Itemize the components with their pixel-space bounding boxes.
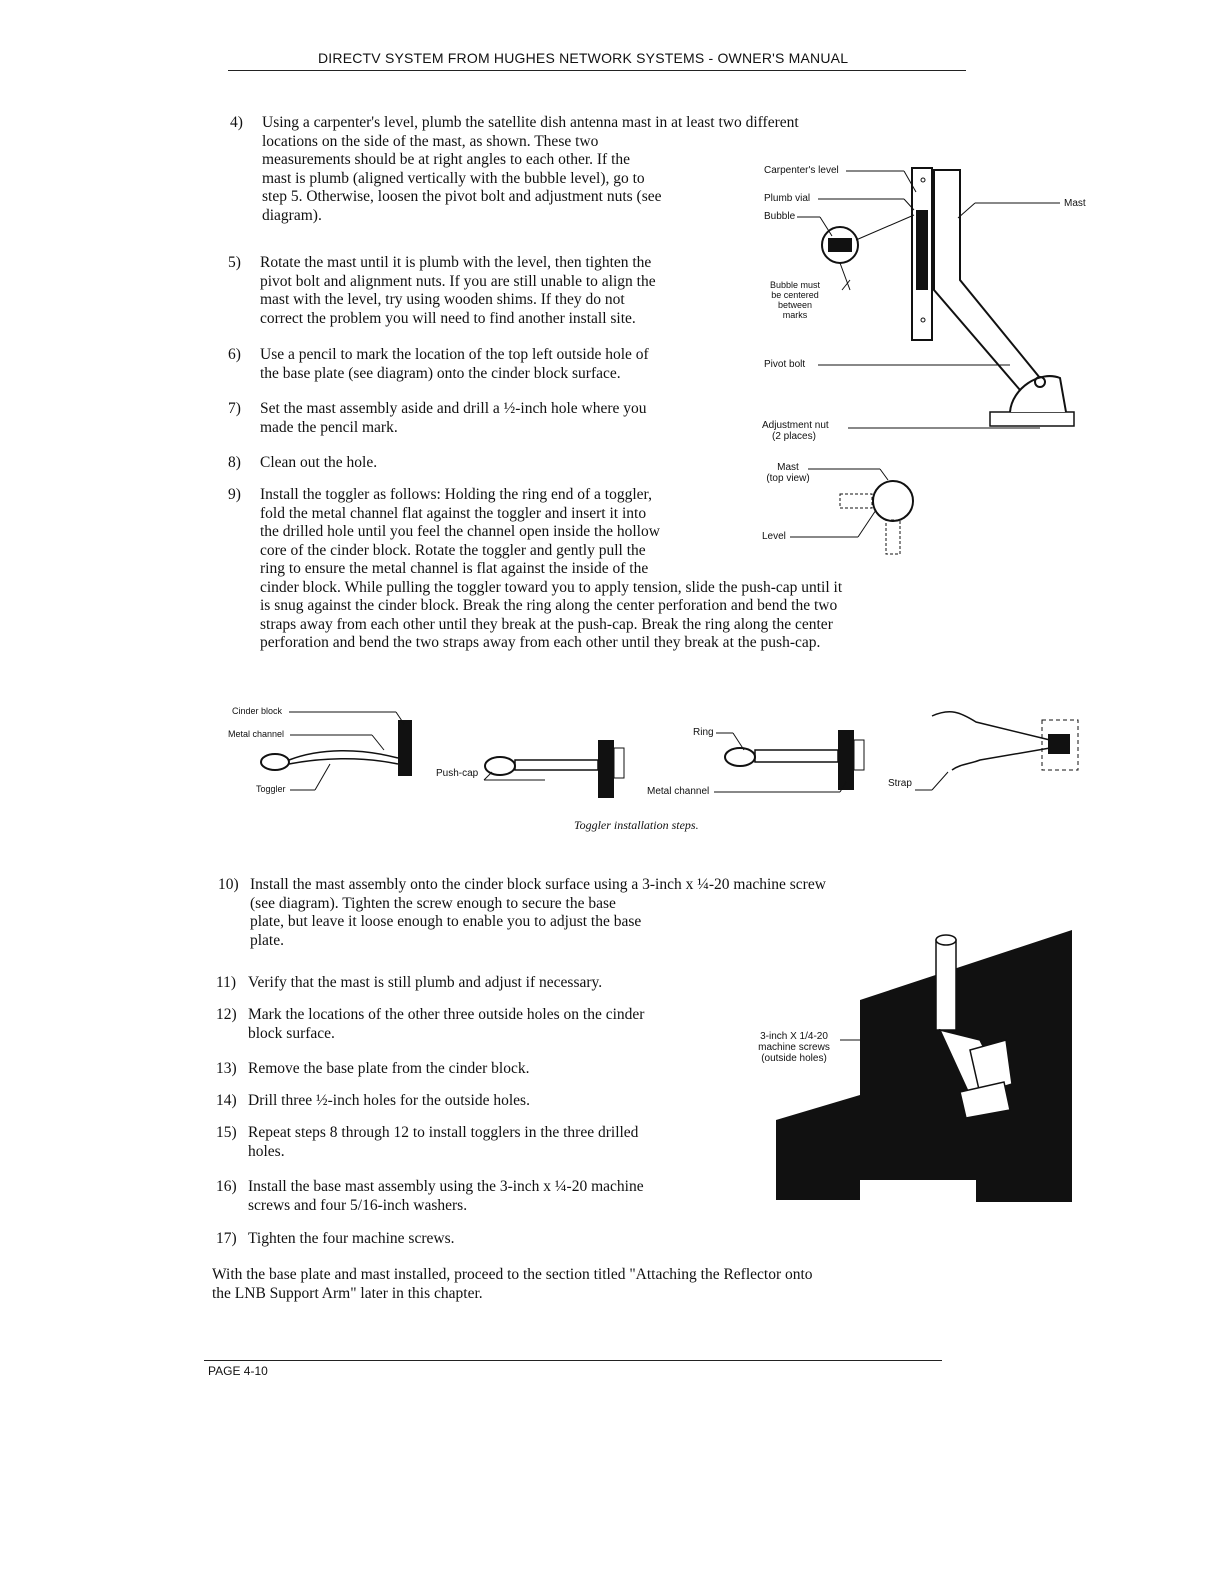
step-line: cinder block. While pulling the toggler toward you to apply tension, slide the push-cap until it: [260, 578, 843, 596]
label-line: Bubble must: [769, 280, 821, 290]
step-line: pivot bolt and alignment nuts. If you are still unable to align the: [260, 272, 656, 290]
label-line: Mast: [777, 462, 799, 473]
label-line: marks: [782, 310, 808, 320]
step-number: 8): [228, 454, 241, 471]
label-level: Level: [762, 531, 786, 542]
label-strap: Strap: [888, 778, 912, 789]
step-line: screws and four 5/16-inch washers.: [248, 1196, 468, 1214]
label-carpenters-level: Carpenter's level: [764, 165, 839, 176]
step-number: 5): [228, 254, 241, 271]
label-line: (2 places): [772, 431, 816, 442]
step-line: diagram).: [262, 206, 322, 224]
step-line: perforation and bend the two straps away from each other until they break at the push-cap.: [260, 634, 821, 651]
step-line: Verify that the mast is still plumb and adjust if necessary.: [248, 974, 603, 991]
step-line: is snug against the cinder block. Break the ring along the center perforation and bend the two: [260, 597, 838, 614]
step-line: straps away from each other until they break at the push-cap. Break the ring along the center: [260, 615, 833, 633]
label-mast: Mast: [1064, 198, 1086, 209]
step-line: correct the problem you will need to find another install site.: [260, 309, 636, 327]
step-line: core of the cinder block. Rotate the toggler and gently pull the: [260, 541, 646, 559]
step-number: 9): [228, 486, 241, 503]
label-line: (outside holes): [761, 1053, 827, 1064]
step-line: Clean out the hole.: [260, 454, 378, 471]
step-line: fold the metal channel flat against the toggler and insert it into: [260, 504, 647, 522]
step-number: 14): [216, 1092, 237, 1109]
label-push-cap: Push-cap: [436, 768, 479, 779]
closing-line: the LNB Support Arm" later in this chapter.: [212, 1284, 483, 1302]
step-line: plate.: [250, 931, 284, 949]
label-toggler: Toggler: [256, 784, 286, 794]
step-line: mast with the level, try using wooden shims. If they do not: [260, 291, 625, 308]
step-line: Install the toggler as follows: Holding the ring end of a toggler,: [260, 486, 652, 503]
step-line: the drilled hole until you feel the channel open inside the hollow: [260, 523, 660, 540]
step-line: ring to ensure the metal channel is flat against the inside of the: [260, 560, 649, 577]
label-line: Adjustment nut: [762, 420, 829, 431]
step-number: 16): [216, 1178, 237, 1195]
step-line: Set the mast assembly aside and drill a ½-inch hole where you: [260, 400, 647, 417]
label-plumb-vial: Plumb vial: [764, 193, 811, 204]
step-line: holes.: [248, 1142, 285, 1160]
label-line: 3-inch X 1/4-20: [760, 1031, 828, 1042]
step-line: Use a pencil to mark the location of the top left outside hole of: [260, 346, 649, 363]
label-line: be centered: [771, 290, 819, 300]
step-line: Rotate the mast until it is plumb with the level, then tighten the: [260, 254, 652, 271]
figure-caption: Toggler installation steps.: [574, 818, 699, 832]
label-line: machine screws: [758, 1042, 830, 1053]
step-line: Mark the locations of the other three outside holes on the cinder: [248, 1006, 645, 1023]
step-line: mast is plumb (aligned vertically with the bubble level), go to: [262, 169, 645, 187]
step-line: (see diagram). Tighten the screw enough to secure the base: [250, 894, 616, 912]
label-machine-screws: [750, 1031, 838, 1064]
label-line: between: [777, 300, 813, 310]
label-metal-channel: Metal channel: [228, 729, 285, 739]
page-number: PAGE 4-10: [208, 1364, 268, 1378]
step-line: Install the mast assembly onto the cinder block surface using a 3-inch x ¼-20 machine screw: [250, 876, 826, 893]
step-number: 11): [216, 974, 237, 991]
step-line: measurements should be at right angles to each other. If the: [262, 151, 631, 168]
closing-line: With the base plate and mast installed, proceed to the section titled "Attaching the Reflector onto: [212, 1266, 813, 1283]
step-line: block surface.: [248, 1024, 335, 1042]
label-line: (top view): [766, 473, 810, 484]
step-number: 6): [228, 346, 241, 363]
footer-rule: [204, 1360, 942, 1361]
label-pivot-bolt: Pivot bolt: [764, 359, 806, 370]
step-line: Install the base mast assembly using the 3-inch x ¼-20 machine: [248, 1178, 644, 1195]
step-line: Using a carpenter's level, plumb the satellite dish antenna mast in at least two different: [262, 114, 799, 131]
step-number: 10): [218, 876, 239, 893]
label-cinder-block: Cinder block: [232, 706, 283, 716]
step-line: Remove the base plate from the cinder block.: [248, 1060, 530, 1077]
label-ring: Ring: [693, 727, 714, 738]
step-number: 4): [230, 114, 243, 131]
step-number: 7): [228, 400, 241, 417]
step-line: Repeat steps 8 through 12 to install togglers in the three drilled: [248, 1124, 639, 1141]
page-header-title: DIRECTV SYSTEM FROM HUGHES NETWORK SYSTEMS - OWNER'S MANUAL: [318, 50, 849, 66]
label-metal-channel-2: Metal channel: [647, 786, 710, 797]
step-line: plate, but leave it loose enough to enable you to adjust the base: [250, 913, 642, 930]
step-number: 17): [216, 1230, 237, 1247]
step-number: 12): [216, 1006, 237, 1023]
step-line: Drill three ½-inch holes for the outside holes.: [248, 1092, 530, 1109]
step-line: Tighten the four machine screws.: [248, 1230, 455, 1247]
step-line: step 5. Otherwise, loosen the pivot bolt and adjustment nuts (see: [262, 188, 662, 205]
step-line: the base plate (see diagram) onto the cinder block surface.: [260, 364, 621, 382]
closing-paragraph: [212, 1266, 813, 1303]
step-line: locations on the side of the mast, as shown. These two: [262, 132, 599, 150]
step-number: 13): [216, 1060, 237, 1077]
step-number: 15): [216, 1124, 237, 1141]
label-bubble: Bubble: [764, 211, 796, 222]
step-line: made the pencil mark.: [260, 418, 398, 436]
